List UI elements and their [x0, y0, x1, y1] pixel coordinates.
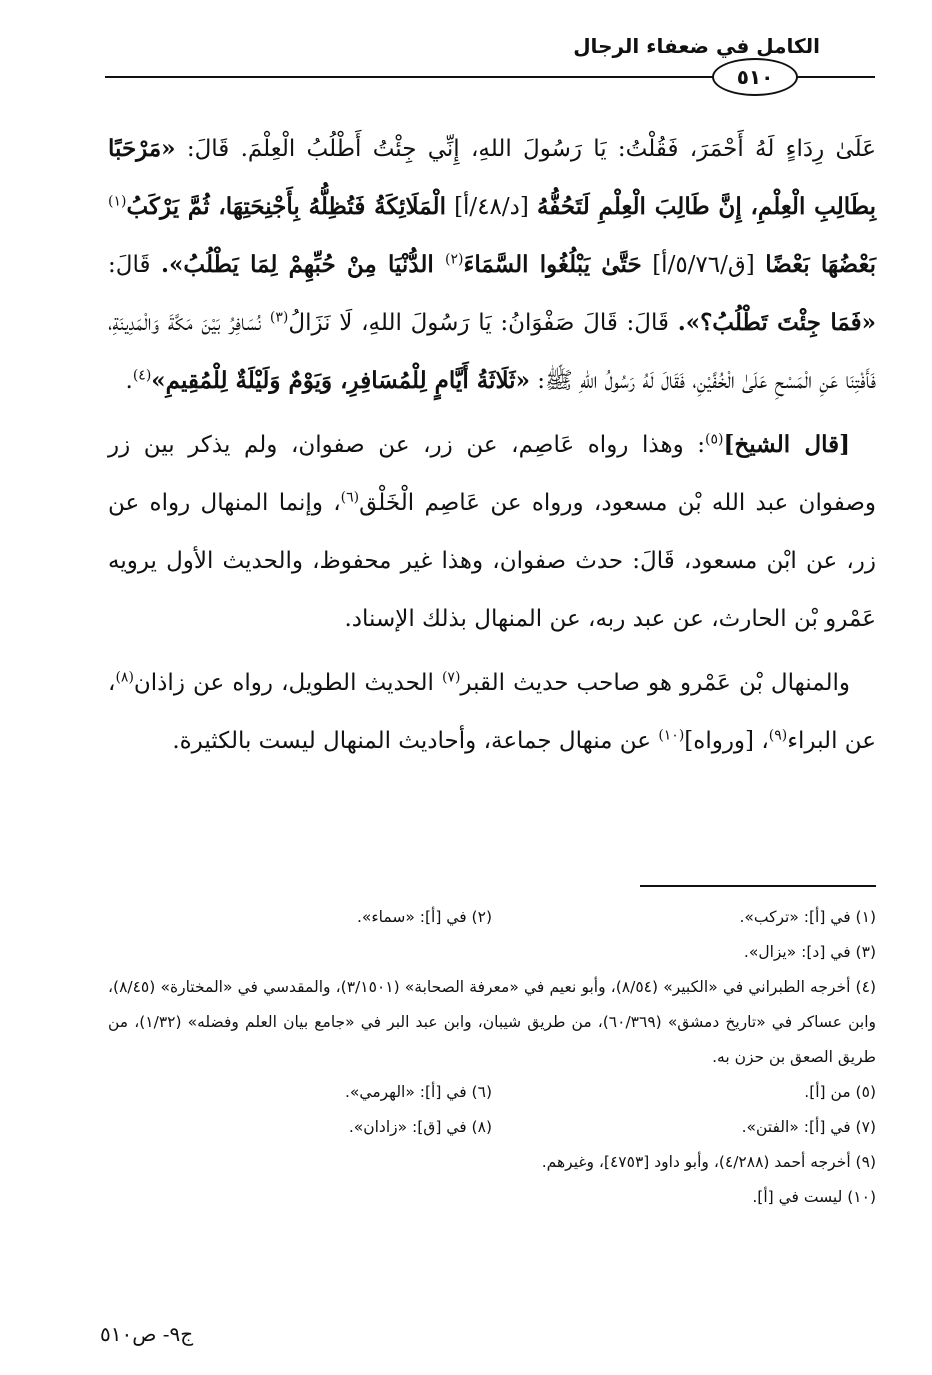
hadith-text: الدُّنْيَا مِنْ حُبِّهِمْ لِمَا يَطْلُبُ». — [161, 251, 446, 278]
footnote-marker: (٥) — [705, 431, 724, 448]
footnote-7: (٧) في [أ]: «الفتن». — [741, 1118, 876, 1136]
manuscript-ref: [ق/٥/٧٦/أ] — [641, 252, 766, 278]
volume-page-ref: ج٩- ص٥١٠ — [100, 1322, 194, 1346]
hadith-text: بَعْضُهَا بَعْضًا — [765, 251, 876, 278]
hadith-text: «ثَلَاثَةُ أَيَّامٍ لِلْمُسَافِرِ، وَيَوْمٌ وَلَيْلَةٌ لِلْمُقِيمِ» — [151, 367, 530, 394]
footnote-1: (١) في [أ]: «تركب». — [739, 908, 876, 926]
hadith-text: حَتَّىٰ يَبْلُغُوا السَّمَاءَ — [463, 251, 642, 278]
footnotes — [108, 900, 876, 1215]
text-run: ، عن البراء — [108, 670, 876, 754]
text-run: عن منهال جماعة، وأحاديث المنهال ليست بالكثيرة. — [172, 728, 659, 754]
text-run: الحديث الطويل، رواه عن زاذان — [133, 670, 442, 696]
footnote-rule — [640, 885, 876, 887]
footnote-row — [108, 900, 876, 935]
footnote-marker: (٧) — [441, 669, 461, 686]
footnote-row — [108, 1145, 876, 1180]
footnote-9: (٩) أخرجه أحمد (٤/٢٨٨)، وأبو داود [٤٧٥٣]، وغيرهم. — [541, 1153, 876, 1171]
footnote-8: (٨) في [ق]: «زادان». — [348, 1118, 492, 1136]
page-number-badge — [712, 58, 798, 96]
page-number: ٥١٠ — [736, 65, 774, 89]
paragraph-shaykh — [108, 416, 876, 648]
footnote-3: (٣) في [د]: «يزال». — [743, 943, 876, 961]
footnote-marker: (٦) — [340, 489, 360, 506]
text-run: نُسَافِرُ بَيْنَ مَكَّةَ وَالْمَدِينَةِ، فَأَفْتِنَا عَنِ الْمَسْحِ عَلَىٰ الْخُفَّيْنِ، فَقَالَ لَهُ رَسُولُ اللهِ ﷺ: — [108, 310, 876, 394]
footnote-marker: (١) — [108, 193, 127, 210]
footnote-marker: (٨) — [115, 669, 134, 686]
footnote-marker: (٣) — [269, 309, 289, 326]
hadith-text: «مَرْحَبًا بِطَالِبِ الْعِلْمِ، إِنَّ طَالِبَ الْعِلْمِ لَتَحُفُّهُ — [108, 135, 876, 220]
footnote-row — [108, 1075, 876, 1110]
footnote-10: (١٠) ليست في [أ]. — [752, 1188, 876, 1206]
manuscript-ref: [د/٤٨/أ] — [445, 194, 537, 220]
text-run: قَالَ: — [108, 252, 161, 278]
footnote-row — [108, 935, 876, 970]
footnote-row — [108, 1110, 876, 1145]
footnote-row — [108, 1180, 876, 1215]
footnote-marker: (٢) — [445, 251, 464, 268]
text-run: والمنهال بْن عَمْرو هو صاحب حديث القبر — [460, 670, 850, 696]
text-run: . — [125, 368, 133, 394]
text-run: عَلَىٰ رِدَاءٍ لَهُ أَحْمَرَ، فَقُلْتُ: يَا رَسُولَ اللهِ، إِنِّي جِئْتُ أَطْلُبُ الْعِلْمَ. قَالَ: — [175, 136, 876, 162]
footnote-4: (٤) أخرجه الطبراني في «الكبير» (٨/٥٤)، وأبو نعيم في «معرفة الصحابة» (٣/١٥٠١)، والمقدسي في «المختارة» (٨/٤٥)، وابن عساكر في «تاريخ دمشق» (٦٠/٣٦٩)، من طريق شيبان، وابن عبد البر في «جامع بيان العلم وفضله» (١/٣٢)، من طريق الصعق بن حزن به. — [108, 978, 876, 1066]
paragraph-minhal — [108, 654, 876, 770]
hadith-text: الْمَلَائِكَةُ فَتُظِلُّهُ بِأَجْنِحَتِهَا، ثُمَّ يَرْكَبُ — [126, 193, 446, 220]
paragraph-hadith — [108, 120, 876, 410]
footnote-marker: (٩) — [768, 727, 788, 744]
text-run: قَالَ: قَالَ صَفْوَانُ: يَا رَسُولَ اللهِ، لَا نَزَالُ — [288, 310, 678, 336]
text-run: ، [ورواه] — [684, 728, 769, 754]
speaker-label: [قال الشيخ] — [723, 431, 850, 458]
hadith-text: «فَمَا جِئْتَ تَطْلُبُ؟». — [677, 309, 876, 336]
footnote-marker: (٤) — [132, 367, 152, 384]
footnote-6: (٦) في [أ]: «الهرمي». — [344, 1083, 492, 1101]
text-run: ، وإنما المنهال رواه عن زر، عن ابْن مسعود، قَالَ: حدث صفوان، وهذا غير محفوظ، والحديث الأول يرويه عَمْرو بْن الحارث، عن عبد ربه، عن المنهال بذلك الإسناد. — [108, 490, 876, 632]
footnote-2: (٢) في [أ]: «سماء». — [356, 908, 492, 926]
book-title: الكامل في ضعفاء الرجال — [573, 34, 820, 58]
text-run: : وهذا رواه عَاصِم، عن زر، عن صفوان، ولم يذكر بين زر وصفوان عبد الله بْن مسعود، ورواه عن عَاصِم الْخَلْق — [108, 432, 876, 516]
footnote-marker: (١٠) — [658, 727, 685, 744]
main-text — [108, 120, 876, 770]
footnote-5: (٥) من [أ]. — [804, 1083, 876, 1101]
